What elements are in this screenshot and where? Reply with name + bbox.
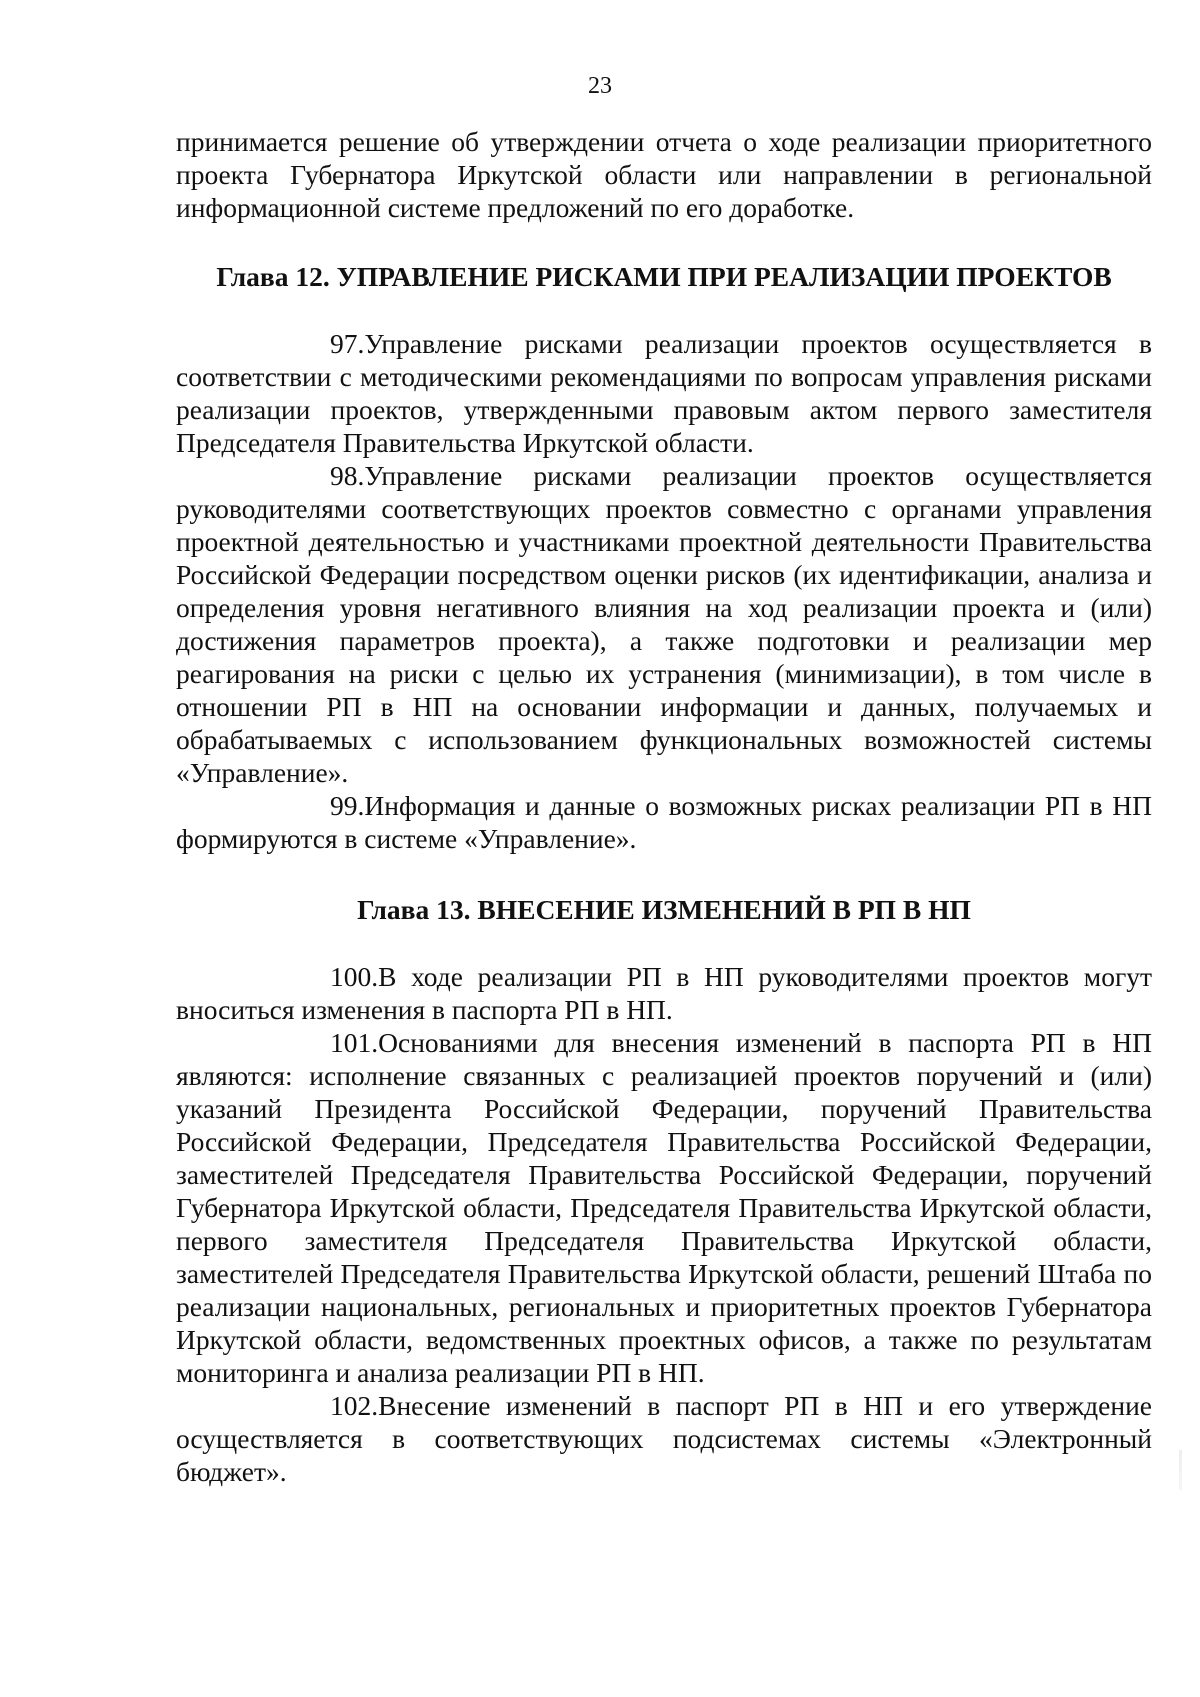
clause-102: [176, 1389, 1152, 1488]
clause-101: [176, 1026, 1152, 1389]
chapter-13-heading: Глава 13. ВНЕСЕНИЕ ИЗМЕНЕНИЙ В РП В НП: [357, 894, 971, 925]
intro-paragraph: принимается решение об утверждении отчета о ходе реализации приоритетного проекта Губернатора Иркутской области или направлении в региональной информационной системе предложений по его доработке.: [176, 126, 1152, 223]
clause-number: 100.: [330, 961, 379, 992]
clause-99: [176, 789, 1152, 855]
clause-text: Информация и данные о возможных рисках реализации РП в НП формируются в системе «Управление».: [176, 790, 1152, 854]
chapter-12-heading: Глава 12. УПРАВЛЕНИЕ РИСКАМИ ПРИ РЕАЛИЗАЦИИ ПРОЕКТОВ: [216, 261, 1112, 292]
page-number: 23: [588, 73, 612, 99]
clause-text: Основаниями для внесения изменений в паспорта РП в НП являются: исполнение связанных с реализацией проектов поручений и (или) указаний Президента Российской Федерации, поручений Правительства Российской Федерации, Председателя Правительства Российской Федерации, заместителей Председателя Правительства Российской Федерации, поручений Губернатора Иркутской области, Председателя Правительства Иркутской области, первого заместителя Председателя Правительства Иркутской области, заместителей Председателя Правительства Иркутской области, решений Штаба по реализации национальных, региональных и приоритетных проектов Губернатора Иркутской области, ведомственных проектных офисов, а также по результатам мониторинга и анализа реализации РП в НП.: [176, 1027, 1152, 1388]
clause-number: 97.: [330, 328, 365, 359]
clause-number: 98.: [330, 460, 365, 491]
clause-100: [176, 960, 1152, 1026]
clause-text: Управление рисками реализации проектов осуществляется в соответствии с методическими рекомендациями по вопросам управления рисками реализации проектов, утвержденными правовым актом первого заместителя Председателя Правительства Иркутской области.: [176, 328, 1152, 458]
clause-number: 99.: [330, 790, 365, 821]
scan-edge-mark: [1179, 1450, 1182, 1490]
clause-text: Управление рисками реализации проектов осуществляется руководителями соответствующих проектов совместно с органами управления проектной деятельностью и участниками проектной деятельности Правительства Российской Федерации посредством оценки рисков (их идентификации, анализа и определения уровня негативного влияния на ход реализации проекта и (или) достижения параметров проекта), а также подготовки и реализации мер реагирования на риски с целью их устранения (минимизации), в том числе в отношении РП в НП на основании информации и данных, получаемых и обрабатываемых с использованием функциональных возможностей системы «Управление».: [176, 460, 1152, 788]
clause-text: Внесение изменений в паспорт РП в НП и его утверждение осуществляется в соответствующих подсистемах системы «Электронный бюджет».: [176, 1390, 1152, 1487]
clause-98: [176, 459, 1152, 789]
document-body: [176, 125, 1152, 1488]
clause-number: 102.: [330, 1390, 379, 1421]
clause-97: [176, 327, 1152, 459]
clause-text: В ходе реализации РП в НП руководителями проектов могут вноситься изменения в паспорта РП в НП.: [176, 961, 1152, 1025]
clause-number: 101.: [330, 1027, 379, 1058]
